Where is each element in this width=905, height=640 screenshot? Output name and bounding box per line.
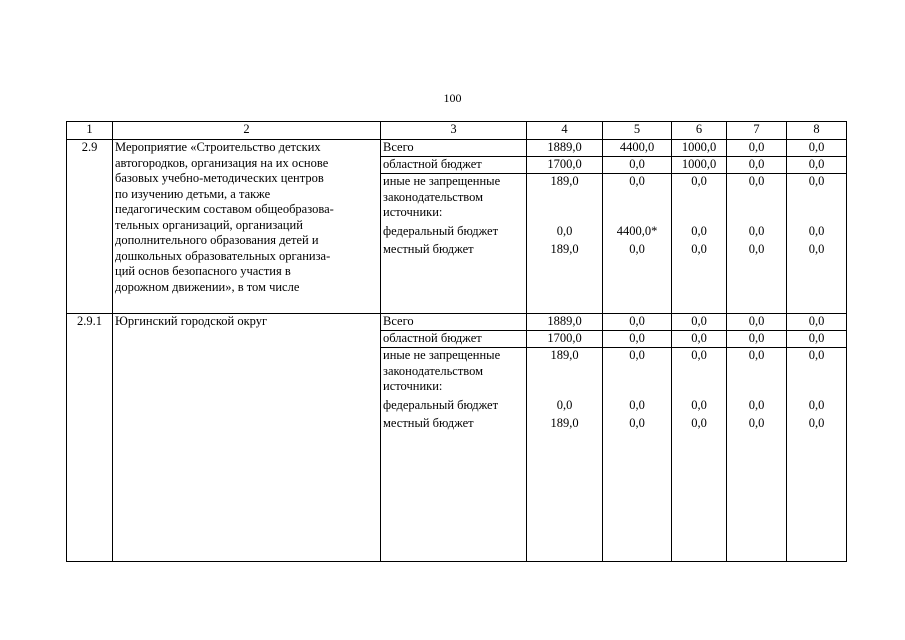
row-name [113, 314, 381, 562]
row-name-line: тельных организаций, организаций [115, 217, 303, 232]
value-cell: 0,0 [727, 157, 787, 174]
value-cell: 0,0 [603, 314, 672, 331]
source-federal-label: федеральный бюджет [383, 397, 499, 412]
source-local-label: местный бюджет [383, 242, 474, 256]
value-cell [672, 348, 727, 562]
other-value: 0,0 [748, 174, 765, 188]
row-number: 2.9.1 [67, 314, 113, 562]
other-value: 0,0 [808, 348, 825, 362]
value-cell [603, 174, 672, 314]
federal-value: 0,0 [808, 397, 825, 412]
value-cell [727, 348, 787, 562]
value-cell: 0,0 [727, 140, 787, 157]
value-cell: 1700,0 [527, 331, 603, 348]
header-cell: 1 [67, 122, 113, 140]
local-value: 189,0 [550, 242, 579, 256]
local-value: 0,0 [748, 242, 765, 256]
value-cell [727, 174, 787, 314]
header-cell: 7 [727, 122, 787, 140]
local-value: 0,0 [629, 416, 645, 430]
source-other-line: источники: [383, 205, 443, 219]
row-name-line: автогородков, организация на их основе [115, 155, 329, 170]
local-value: 189,0 [550, 416, 579, 430]
other-value: 189,0 [550, 348, 579, 362]
value-cell [672, 174, 727, 314]
row-name-line: Мероприятие «Строительство детских [115, 140, 321, 154]
value-cell: 0,0 [787, 157, 847, 174]
value-cell: 1889,0 [527, 140, 603, 157]
source-other-line: источники: [383, 379, 443, 393]
value-cell [787, 348, 847, 562]
value-cell: 1000,0 [672, 140, 727, 157]
source-other-line: иные не запрещенные [383, 348, 501, 362]
value-cell: 1889,0 [527, 314, 603, 331]
value-cell [527, 348, 603, 562]
value-cell: 0,0 [727, 331, 787, 348]
value-cell: 0,0 [603, 331, 672, 348]
other-value: 0,0 [629, 348, 645, 362]
federal-value: 0,0 [556, 223, 573, 238]
value-cell: 0,0 [672, 314, 727, 331]
row-name-line: базовых учебно-методических центров [115, 171, 324, 185]
header-cell: 8 [787, 122, 847, 140]
header-row [67, 122, 847, 140]
federal-value: 0,0 [748, 397, 765, 412]
other-value: 0,0 [748, 348, 765, 362]
federal-value: 0,0 [748, 223, 765, 238]
source-other-line: законодательством [383, 189, 484, 204]
row-name [113, 140, 381, 314]
source-other-line: иные не запрещенные [383, 174, 501, 188]
other-value: 189,0 [550, 174, 579, 188]
table-row [67, 314, 847, 331]
row-name-line: педагогическим составом общеобразова- [115, 202, 334, 216]
source-local-label: местный бюджет [383, 416, 474, 430]
federal-value: 0,0 [691, 223, 707, 238]
local-value: 0,0 [808, 416, 825, 430]
row-name-line: по изучению детьми, а также [115, 186, 271, 201]
federal-value: 0,0 [629, 397, 645, 412]
federal-value: 0,0 [808, 223, 825, 238]
federal-value: 0,0 [691, 397, 707, 412]
value-cell [603, 348, 672, 562]
header-cell: 3 [381, 122, 527, 140]
row-number: 2.9 [67, 140, 113, 314]
federal-value: 0,0 [556, 397, 573, 412]
local-value: 0,0 [808, 242, 825, 256]
source-other-label [381, 174, 527, 314]
value-cell: 4400,0 [603, 140, 672, 157]
value-cell: 0,0 [672, 331, 727, 348]
federal-value: 4400,0* [616, 223, 658, 238]
value-cell: 0,0 [787, 314, 847, 331]
source-other-line: законодательством [383, 363, 484, 378]
value-cell [787, 174, 847, 314]
row-name-line: дополнительного образования детей и [115, 233, 319, 247]
source-regional-label: областной бюджет [381, 331, 527, 348]
page-number: 100 [443, 91, 462, 105]
value-cell: 0,0 [727, 314, 787, 331]
other-value: 0,0 [629, 174, 645, 188]
source-total-label: Всего [381, 140, 527, 157]
value-cell: 1700,0 [527, 157, 603, 174]
row-name-line: дошкольных образовательных организа- [115, 248, 331, 263]
source-other-label [381, 348, 527, 562]
source-federal-label: федеральный бюджет [383, 223, 499, 238]
header-cell: 4 [527, 122, 603, 140]
value-cell [527, 174, 603, 314]
other-value: 0,0 [691, 348, 707, 362]
value-cell: 0,0 [787, 140, 847, 157]
local-value: 0,0 [629, 242, 645, 256]
header-cell: 6 [672, 122, 727, 140]
value-cell: 0,0 [603, 157, 672, 174]
row-name-line: Юргинский городской округ [115, 314, 268, 328]
source-total-label: Всего [381, 314, 527, 331]
value-cell: 1000,0 [672, 157, 727, 174]
table-row [67, 140, 847, 157]
header-cell: 5 [603, 122, 672, 140]
other-value: 0,0 [808, 174, 825, 188]
source-regional-label: областной бюджет [381, 157, 527, 174]
budget-table [66, 121, 847, 562]
local-value: 0,0 [748, 416, 765, 430]
header-cell: 2 [113, 122, 381, 140]
value-cell: 0,0 [787, 331, 847, 348]
local-value: 0,0 [691, 416, 707, 430]
row-name-line: дорожном движении», в том числе [115, 279, 300, 294]
local-value: 0,0 [691, 242, 707, 256]
row-name-line: ций основ безопасного участия в [115, 264, 291, 278]
other-value: 0,0 [691, 174, 707, 188]
